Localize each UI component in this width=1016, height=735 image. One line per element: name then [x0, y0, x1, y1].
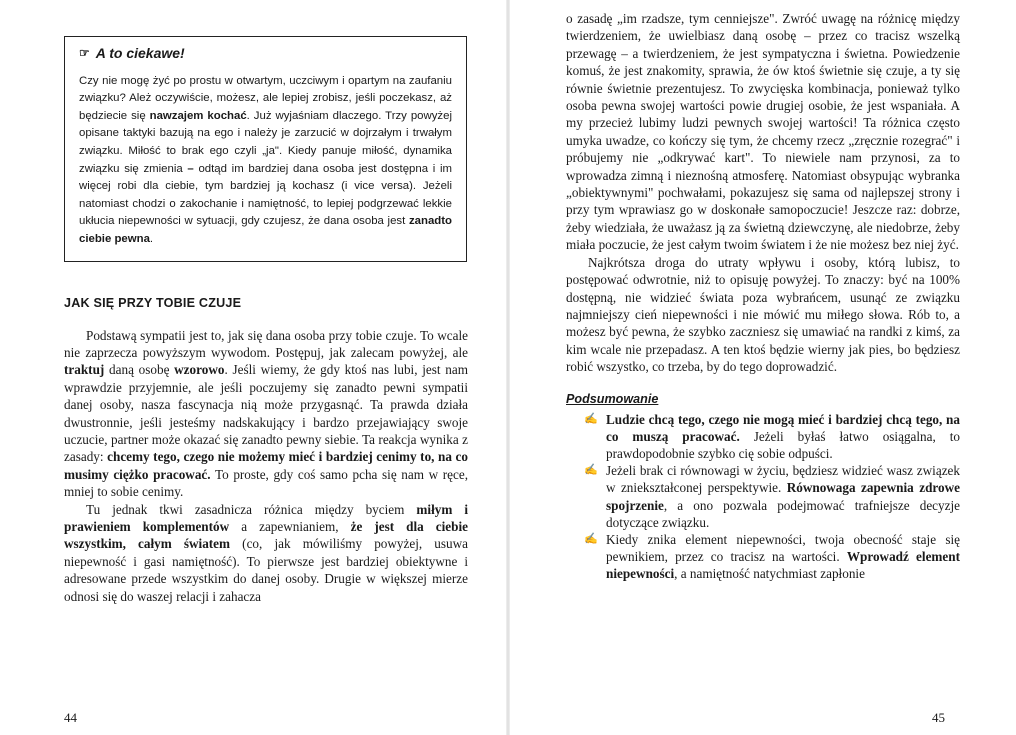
page-number-left: 44: [64, 710, 77, 725]
page-number-right: 45: [932, 710, 945, 725]
tip-box-header: [79, 45, 452, 63]
summary-list: [566, 411, 960, 583]
summary-title: Podsumowanie: [566, 391, 659, 406]
writing-hand-icon: ✍: [584, 464, 598, 477]
right-body: [566, 10, 960, 376]
left-body: [64, 327, 468, 606]
list-item: ✍ Kiedy znika element niepewności, twoja obecność staje się pewnikiem, przez co tracisz na wartości. Wprowadź element niepewności, a namiętność natychmiast zapłonie: [584, 531, 960, 582]
list-item: ✍ Ludzie chcą tego, czego nie mogą mieć i bardziej chcą tego, na co muszą pracować. Jeżeli byłaś łatwo osiągalna, to prawdopodobnie szybko cię sobie odpuści.: [584, 411, 961, 461]
paragraph: Najkrótsza droga do utraty wpływu i osoby, którą lubisz, to postępować odwrotnie, niż to opisuję powyżej. To znaczy: być na 100% dostępną, nie widzieć świata poza wybrańcem, usunąć ze związku najmniejszy cień niepewności i nie mówić mu miłego słowa. Rób to, a możesz być pewna, że szybko zaczniesz się umawiać na randki z kimś, za kim wcale nie przepadasz. A ten ktoś będzie wierny jak pies, bo będziesz robić wszystko, co trzeba, by do tego doprowadzić.: [566, 254, 960, 375]
paragraph: Tu jednak tkwi zasadnicza różnica między byciem miłym i prawieniem komplementów a zapewnianiem, że jest dla ciebie wszystkim, całym światem (co, jak mówiliśmy powyżej, usuwa niepewność i gasi namiętność). To pierwsze jest bardziej obiektywne i adresowane przede wszystkim do danej osoby. Drugie w większej mierze odnosi się do waszej relacji i zahacza: [64, 501, 469, 604]
paragraph: Podstawą sympatii jest to, jak się dana osoba przy tobie czuje. To wcale nie zaprzecza powyższym wywodom. Postępuj, jak zalecam powyżej, ale traktuj daną osobę wzorowo. Jeśli wiemy, że gdy ktoś nas lubi, jest nam wprawdzie przyjemnie, ale jeśli poczujemy się zanadto pewni sympatii danej osoby, nasza fascynacja nią może przygasnąć. Ta prawda działa dwustronnie, jeśli jesteśmy nadskakujący i bardzo przejawiający swoje uczucie, partner może okazać się zanadto pewny siebie. Ta reakcja wynika z zasady: chcemy tego, czego nie możemy mieć i bardziej cenimy to, na co musimy ciężko pracować. To proste, gdy coś samo pcha się nam w ręce, mniej to sobie cenimy.: [64, 327, 469, 500]
tip-box-title: A to ciekawe!: [95, 45, 185, 61]
paragraph: o zasadę „im rzadsze, tym cenniejsze". Zwróć uwagę na różnicę między twierdzeniem, że uwielbiasz daną osobę – przez co tracisz wszelką przewagę – a twierdzeniem, że jest sympatyczna i świetna. Powiedzenie komuś, że jest znakomity, sprawia, że ów ktoś świetnie się czuje, a ty się równie świetnie prezentujesz. To zwycięska kombinacja, ponieważ tylko osoba pewna swojej wartości powie drugiej osobie, że jest wspaniała. A my przecież lubimy ludzi pewnych swojej wartości! Ta różnica często umyka uwadze, co kończy się tym, że chcemy rzecz „zręcznie rozegrać" i próbujemy nie „odkrywać kart". To niewiele nam przynosi, za to wprowadza zimną i nieznośną atmosferę. Natomiast obsypując wybranka „obiektywnymi" pochwałami, pokazujesz się sama od najlepszej strony i przy tym wprawiasz go w doskonałe samopoczucie! Jeszcze raz: dobrze, żeby wiedziała, że uważasz ją za świetną dziewczynę, ale niedobrze, żeby miała poczucie, że jest całym twoim światem i że nie możesz bez niej żyć.: [566, 11, 960, 253]
pointing-hand-icon: ☞: [79, 46, 90, 60]
writing-hand-icon: ✍: [584, 532, 598, 545]
right-page: [508, 0, 1016, 735]
section-title: JAK SIĘ PRZY TOBIE CZUJE: [64, 295, 242, 310]
tip-box-text: Czy nie mogę żyć po prostu w otwartym, uczciwym i opartym na zaufaniu związku? Ależ oczywiście, możesz, ale lepiej zrobisz, jeśli poczekasz, aż będziecie się nawzajem kochać. Już wyjaśniam dlaczego. Trzy powyżej opisane taktyki bazują na ego i należy je zarzucić w dojrzałym i trwałym związku. Miłość to brak ego czyli „ja". Kiedy panuje miłość, dynamika związku się zmienia – odtąd im bardziej dana osoba jest dostępna i im więcej robi dla ciebie, tym bardziej ją kochasz (i vice versa). Jeżeli natomiast chodzi o zakochanie i namiętność, to lepiej podgrzewać lekkie ukłucia niepewności w sytuacji, gdy czujesz, że dana osoba jest zanadto ciebie pewna.: [79, 74, 452, 245]
list-item: ✍ Jeżeli brak ci równowagi w życiu, będziesz widzieć wasz związek w zniekształconej perspektywie. Równowaga zapewnia zdrowe spojrzenie, a ono pozwala podejmować trafniejsze decyzje dotyczące związku.: [584, 463, 960, 530]
writing-hand-icon: ✍: [584, 412, 598, 425]
tip-box: [64, 36, 467, 262]
